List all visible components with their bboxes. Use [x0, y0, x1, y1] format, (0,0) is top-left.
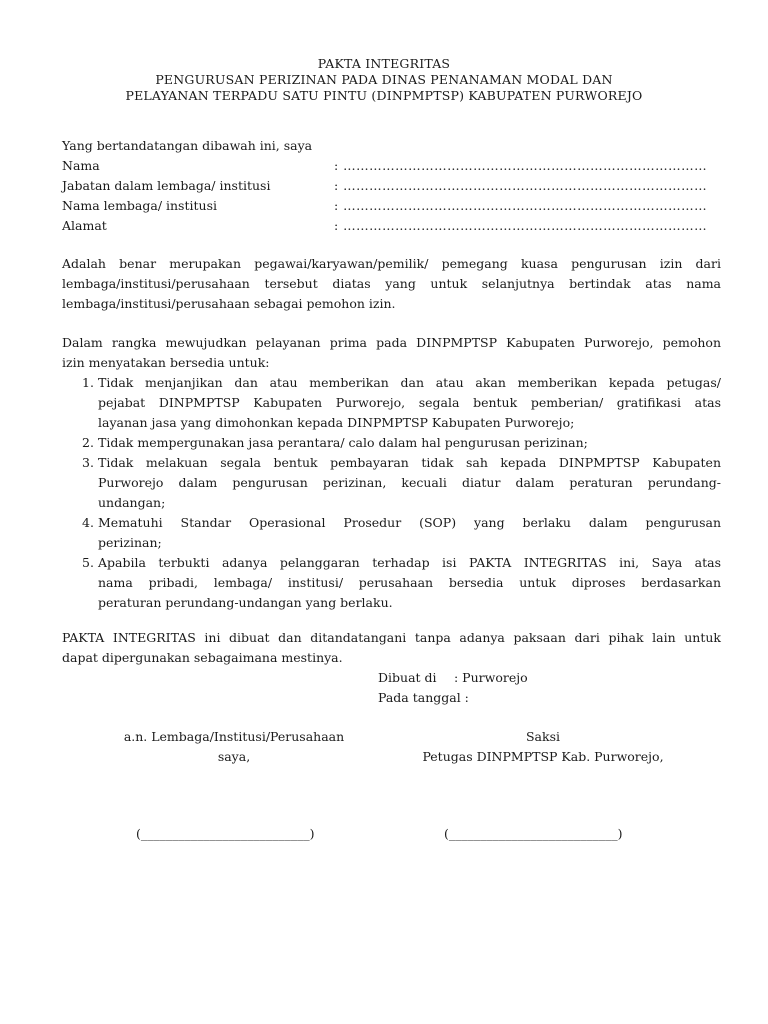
field-row-nama — [62, 156, 722, 176]
commitment-list — [62, 373, 721, 613]
commitment-intro-paragraph — [62, 333, 721, 373]
field-label: Nama — [62, 158, 100, 173]
list-number: 4. — [82, 515, 94, 530]
field-label: Jabatan dalam lembaga/ institusi — [62, 178, 271, 193]
closing-paragraph — [62, 628, 721, 668]
list-line: Tidak melakuan segala bentuk pembayaran tidak sah kepada DINPMPTSP Kabupaten — [98, 455, 721, 470]
document-subtitle-line2: PELAYANAN TERPADU SATU PINTU (DINPMPTSP) KABUPATEN PURWOREJO — [125, 88, 643, 103]
made-at-label: Dibuat di — [378, 670, 437, 685]
list-item — [62, 453, 721, 513]
list-item — [62, 373, 721, 433]
document-header — [0, 56, 768, 104]
document-title: PAKTA INTEGRITAS — [317, 56, 451, 71]
field-value: : ………………………………………………………………………… — [334, 158, 708, 173]
signatory-left — [98, 727, 370, 767]
list-line: Purworejo dalam pengurusan perizinan, kecuali diatur dalam peraturan perundang- — [98, 475, 721, 490]
signatory-right — [405, 727, 681, 767]
list-line: undangan; — [98, 495, 166, 510]
list-line: Apabila terbukti adanya pelanggaran terhadap isi PAKTA INTEGRITAS ini, Saya atas — [98, 555, 721, 570]
list-line: layanan jasa yang dimohonkan kepada DINPMPTSP Kabupaten Purworejo; — [98, 415, 575, 430]
list-line: Tidak menjanjikan dan atau memberikan dan atau akan memberikan kepada petugas/ — [98, 375, 721, 390]
list-number: 1. — [82, 375, 94, 390]
list-line: Mematuhi Standar Operasional Prosedur (SOP) yang berlaku dalam pengurusan — [98, 515, 721, 530]
paragraph-line: izin menyatakan bersedia untuk: — [62, 355, 270, 370]
list-line: perizinan; — [98, 535, 162, 550]
document-subtitle-line1: PENGURUSAN PERIZINAN PADA DINAS PENANAMAN MODAL DAN — [155, 72, 613, 87]
field-label: Alamat — [62, 218, 107, 233]
list-number: 3. — [82, 455, 94, 470]
list-number: 2. — [82, 435, 94, 450]
signature-line-left: (___________________________) — [136, 826, 315, 841]
list-line: peraturan perundang-undangan yang berlaku. — [98, 595, 393, 610]
statement-paragraph — [62, 254, 721, 314]
signatory-left-subtitle: saya, — [217, 749, 251, 764]
field-row-alamat — [62, 216, 722, 236]
paragraph-line: PAKTA INTEGRITAS ini dibuat dan ditandatangani tanpa adanya paksaan dari pihak lain untuk — [62, 630, 721, 645]
field-row-jabatan — [62, 176, 722, 196]
list-line: pejabat DINPMPTSP Kabupaten Purworejo, segala bentuk pemberian/ gratifikasi atas — [98, 395, 721, 410]
field-value: : ………………………………………………………………………… — [334, 178, 708, 193]
signature-line-right: (___________________________) — [444, 826, 623, 841]
list-item — [62, 553, 721, 613]
paragraph-line: Adalah benar merupakan pegawai/karyawan/pemilik/ pemegang kuasa pengurusan izin dari — [62, 256, 721, 271]
list-item — [62, 433, 721, 453]
field-value: : ………………………………………………………………………… — [334, 198, 708, 213]
paragraph-line: Dalam rangka mewujudkan pelayanan prima pada DINPMPTSP Kabupaten Purworejo, pemohon — [62, 335, 721, 350]
signatory-right-subtitle: Petugas DINPMPTSP Kab. Purworejo, — [422, 749, 664, 764]
paragraph-line: lembaga/institusi/perusahaan tersebut diatas yang untuk selanjutnya bertindak atas nama — [62, 276, 721, 291]
field-row-nama-lembaga — [62, 196, 722, 216]
field-label: Nama lembaga/ institusi — [62, 198, 217, 213]
paragraph-line: dapat dipergunakan sebagaimana mestinya. — [62, 650, 343, 665]
signatory-right-title: Saksi — [525, 729, 560, 744]
list-item — [62, 513, 721, 553]
intro-text: Yang bertandatangan dibawah ini, saya — [62, 138, 313, 153]
list-line: nama pribadi, lembaga/ institusi/ perusahaan bersedia untuk diproses berdasarkan — [98, 575, 721, 590]
signatory-left-title: a.n. Lembaga/Institusi/Perusahaan — [123, 729, 345, 744]
field-value: : ………………………………………………………………………… — [334, 218, 708, 233]
date-label: Pada tanggal : — [378, 690, 469, 705]
list-line: Tidak mempergunakan jasa perantara/ calo dalam hal pengurusan perizinan; — [98, 435, 588, 450]
made-at-value: : Purworejo — [454, 670, 528, 685]
list-number: 5. — [82, 555, 94, 570]
paragraph-line: lembaga/institusi/perusahaan sebagai pemohon izin. — [62, 296, 396, 311]
